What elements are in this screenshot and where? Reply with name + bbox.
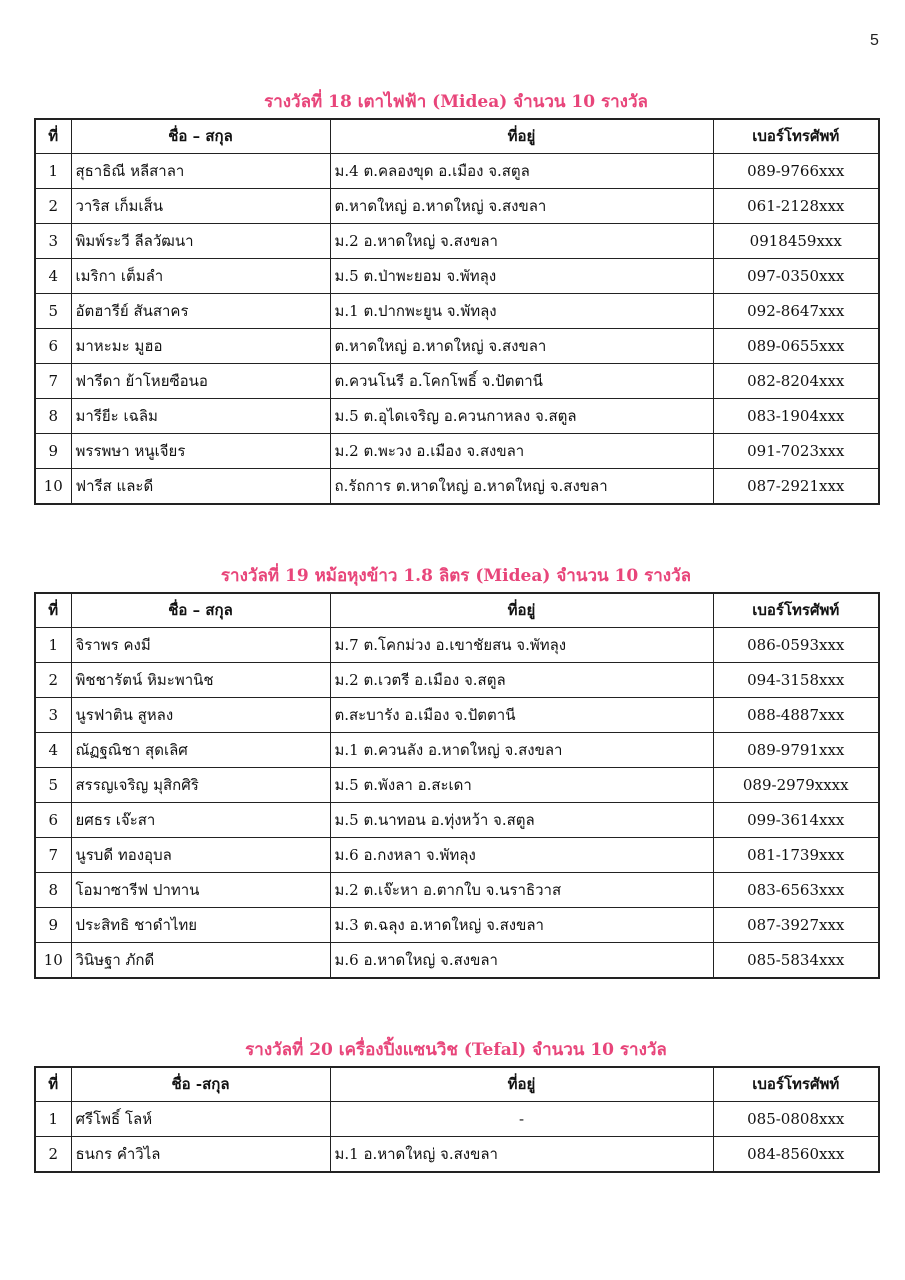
table-row bbox=[35, 698, 879, 733]
row-number: 7 bbox=[35, 838, 71, 873]
winner-phone: 082-8204xxx bbox=[713, 364, 879, 399]
winner-phone: 089-2979xxxx bbox=[713, 768, 879, 803]
winner-name: พิมพ์ระวี ลีลวัฒนา bbox=[71, 224, 330, 259]
winner-name: มาหะมะ มูฮอ bbox=[71, 329, 330, 364]
table-row bbox=[35, 364, 879, 399]
winner-phone: 083-6563xxx bbox=[713, 873, 879, 908]
winner-address: ม.5 ต.นาทอน อ.ทุ่งหว้า จ.สตูล bbox=[330, 803, 713, 838]
winner-address: ม.3 ต.ฉลุง อ.หาดใหญ่ จ.สงขลา bbox=[330, 908, 713, 943]
winner-phone: 084-8560xxx bbox=[713, 1137, 879, 1173]
winner-phone: 094-3158xxx bbox=[713, 663, 879, 698]
winner-address: ม.5 ต.พังลา อ.สะเดา bbox=[330, 768, 713, 803]
row-number: 5 bbox=[35, 294, 71, 329]
winners-table bbox=[34, 1066, 880, 1173]
winner-phone: 085-5834xxx bbox=[713, 943, 879, 979]
winner-phone: 092-8647xxx bbox=[713, 294, 879, 329]
winner-phone: 089-9766xxx bbox=[713, 154, 879, 189]
winner-address: ม.7 ต.โคกม่วง อ.เขาชัยสน จ.พัทลุง bbox=[330, 628, 713, 663]
winner-address: ม.1 อ.หาดใหญ่ จ.สงขลา bbox=[330, 1137, 713, 1173]
row-number: 10 bbox=[35, 469, 71, 505]
winner-phone: 099-3614xxx bbox=[713, 803, 879, 838]
row-number: 5 bbox=[35, 768, 71, 803]
winner-phone: 089-9791xxx bbox=[713, 733, 879, 768]
winner-address: ต.สะบารัง อ.เมือง จ.ปัตตานี bbox=[330, 698, 713, 733]
header-name: ชื่อ -สกุล bbox=[71, 1067, 330, 1102]
winner-phone: 087-2921xxx bbox=[713, 469, 879, 505]
table-row bbox=[35, 908, 879, 943]
table-header-row bbox=[35, 593, 879, 628]
winner-phone: 089-0655xxx bbox=[713, 329, 879, 364]
winner-address: ม.2 ต.พะวง อ.เมือง จ.สงขลา bbox=[330, 434, 713, 469]
winner-address: - bbox=[330, 1102, 713, 1137]
winner-address: ม.1 ต.ควนลัง อ.หาดใหญ่ จ.สงขลา bbox=[330, 733, 713, 768]
header-no: ที่ bbox=[35, 119, 71, 154]
winner-name: โอมาซารีฟ ปาทาน bbox=[71, 873, 330, 908]
header-phone: เบอร์โทรศัพท์ bbox=[713, 593, 879, 628]
winner-phone: 0918459xxx bbox=[713, 224, 879, 259]
winner-name: ธนกร คำวิไล bbox=[71, 1137, 330, 1173]
row-number: 6 bbox=[35, 329, 71, 364]
section-title: รางวัลที่ 19 หม้อหุงข้าว 1.8 ลิตร (Midea) จำนวน 10 รางวัล bbox=[220, 566, 692, 586]
row-number: 2 bbox=[35, 189, 71, 224]
winner-name: วินิษฐา ภักดี bbox=[71, 943, 330, 979]
winner-phone: 091-7023xxx bbox=[713, 434, 879, 469]
winner-address: ถ.รัถการ ต.หาดใหญ่ อ.หาดใหญ่ จ.สงขลา bbox=[330, 469, 713, 505]
header-address: ที่อยู่ bbox=[330, 119, 713, 154]
winner-name: ฟารีดา ย้าโหยซือนอ bbox=[71, 364, 330, 399]
winner-name: ฟารีส และดี bbox=[71, 469, 330, 505]
winner-name: เมริกา เต็มลำ bbox=[71, 259, 330, 294]
winner-address: ม.4 ต.คลองขุด อ.เมือง จ.สตูล bbox=[330, 154, 713, 189]
header-address: ที่อยู่ bbox=[330, 1067, 713, 1102]
header-no: ที่ bbox=[35, 593, 71, 628]
table-row bbox=[35, 1102, 879, 1137]
row-number: 9 bbox=[35, 908, 71, 943]
table-row bbox=[35, 943, 879, 979]
winner-address: ม.2 อ.หาดใหญ่ จ.สงขลา bbox=[330, 224, 713, 259]
table-row bbox=[35, 154, 879, 189]
row-number: 3 bbox=[35, 698, 71, 733]
winner-phone: 061-2128xxx bbox=[713, 189, 879, 224]
winner-phone: 097-0350xxx bbox=[713, 259, 879, 294]
row-number: 7 bbox=[35, 364, 71, 399]
winner-name: มารียีะ เฉลิม bbox=[71, 399, 330, 434]
winner-name: ณัฏฐณิชา สุดเลิศ bbox=[71, 733, 330, 768]
table-row bbox=[35, 294, 879, 329]
page-number: 5 bbox=[870, 32, 879, 49]
table-row bbox=[35, 434, 879, 469]
row-number: 6 bbox=[35, 803, 71, 838]
row-number: 2 bbox=[35, 663, 71, 698]
winner-address: ต.หาดใหญ่ อ.หาดใหญ่ จ.สงขลา bbox=[330, 329, 713, 364]
winner-name: ศรีโพธิ์ โลห์ bbox=[71, 1102, 330, 1137]
table-row bbox=[35, 224, 879, 259]
table-row bbox=[35, 1137, 879, 1173]
table-row bbox=[35, 399, 879, 434]
header-no: ที่ bbox=[35, 1067, 71, 1102]
winner-address: ม.1 ต.ปากพะยูน จ.พัทลุง bbox=[330, 294, 713, 329]
winner-phone: 085-0808xxx bbox=[713, 1102, 879, 1137]
winner-name: ยศธร เจ๊ะสา bbox=[71, 803, 330, 838]
winners-table bbox=[34, 592, 880, 979]
table-row bbox=[35, 469, 879, 505]
table-row bbox=[35, 628, 879, 663]
table-row bbox=[35, 189, 879, 224]
row-number: 8 bbox=[35, 873, 71, 908]
row-number: 8 bbox=[35, 399, 71, 434]
row-number: 4 bbox=[35, 259, 71, 294]
table-row bbox=[35, 838, 879, 873]
winner-name: วาริส เก็มเส็น bbox=[71, 189, 330, 224]
winner-phone: 087-3927xxx bbox=[713, 908, 879, 943]
winner-name: จิราพร คงมี bbox=[71, 628, 330, 663]
table-header-row bbox=[35, 1067, 879, 1102]
table-row bbox=[35, 873, 879, 908]
header-name: ชื่อ – สกุล bbox=[71, 593, 330, 628]
row-number: 4 bbox=[35, 733, 71, 768]
section-title: รางวัลที่ 20 เครื่องปิ้งแซนวิช (Tefal) จำนวน 10 รางวัล bbox=[245, 1040, 667, 1060]
winner-name: พิชชารัตน์ หิมะพานิช bbox=[71, 663, 330, 698]
table-row bbox=[35, 259, 879, 294]
winner-name: พรรพษา หนูเจียร bbox=[71, 434, 330, 469]
section-title: รางวัลที่ 18 เตาไฟฟ้า (Midea) จำนวน 10 รางวัล bbox=[264, 92, 648, 112]
row-number: 1 bbox=[35, 628, 71, 663]
winner-address: ม.5 ต.อุไดเจริญ อ.ควนกาหลง จ.สตูล bbox=[330, 399, 713, 434]
winner-address: ต.หาดใหญ่ อ.หาดใหญ่ จ.สงขลา bbox=[330, 189, 713, 224]
winner-address: ม.5 ต.ป่าพะยอม จ.พัทลุง bbox=[330, 259, 713, 294]
table-row bbox=[35, 329, 879, 364]
winner-phone: 081-1739xxx bbox=[713, 838, 879, 873]
winner-phone: 088-4887xxx bbox=[713, 698, 879, 733]
winner-phone: 083-1904xxx bbox=[713, 399, 879, 434]
winner-address: ม.6 อ.หาดใหญ่ จ.สงขลา bbox=[330, 943, 713, 979]
winner-phone: 086-0593xxx bbox=[713, 628, 879, 663]
winner-address: ม.2 ต.เวตรี อ.เมือง จ.สตูล bbox=[330, 663, 713, 698]
table-row bbox=[35, 768, 879, 803]
row-number: 9 bbox=[35, 434, 71, 469]
row-number: 1 bbox=[35, 1102, 71, 1137]
header-name: ชื่อ – สกุล bbox=[71, 119, 330, 154]
row-number: 3 bbox=[35, 224, 71, 259]
table-row bbox=[35, 663, 879, 698]
winner-name: สรรญเจริญ มุสิกศิริ bbox=[71, 768, 330, 803]
row-number: 2 bbox=[35, 1137, 71, 1173]
table-row bbox=[35, 803, 879, 838]
table-row bbox=[35, 733, 879, 768]
table-header-row bbox=[35, 119, 879, 154]
row-number: 10 bbox=[35, 943, 71, 979]
winners-table bbox=[34, 118, 880, 505]
row-number: 1 bbox=[35, 154, 71, 189]
winner-address: ม.2 ต.เจ๊ะหา อ.ตากใบ จ.นราธิวาส bbox=[330, 873, 713, 908]
winner-name: ประสิทธิ ชาดำไทย bbox=[71, 908, 330, 943]
header-address: ที่อยู่ bbox=[330, 593, 713, 628]
winner-name: นูรบดี ทองอุบล bbox=[71, 838, 330, 873]
winner-address: ม.6 อ.กงหลา จ.พัทลุง bbox=[330, 838, 713, 873]
winner-address: ต.ควนโนรี อ.โคกโพธิ์ จ.ปัตตานี bbox=[330, 364, 713, 399]
header-phone: เบอร์โทรศัพท์ bbox=[713, 119, 879, 154]
header-phone: เบอร์โทรศัพท์ bbox=[713, 1067, 879, 1102]
winner-name: อัตฮารีย์ สันสาคร bbox=[71, 294, 330, 329]
winner-name: สุธาธิณี หลีสาลา bbox=[71, 154, 330, 189]
winner-name: นูรฟาติน สูหลง bbox=[71, 698, 330, 733]
